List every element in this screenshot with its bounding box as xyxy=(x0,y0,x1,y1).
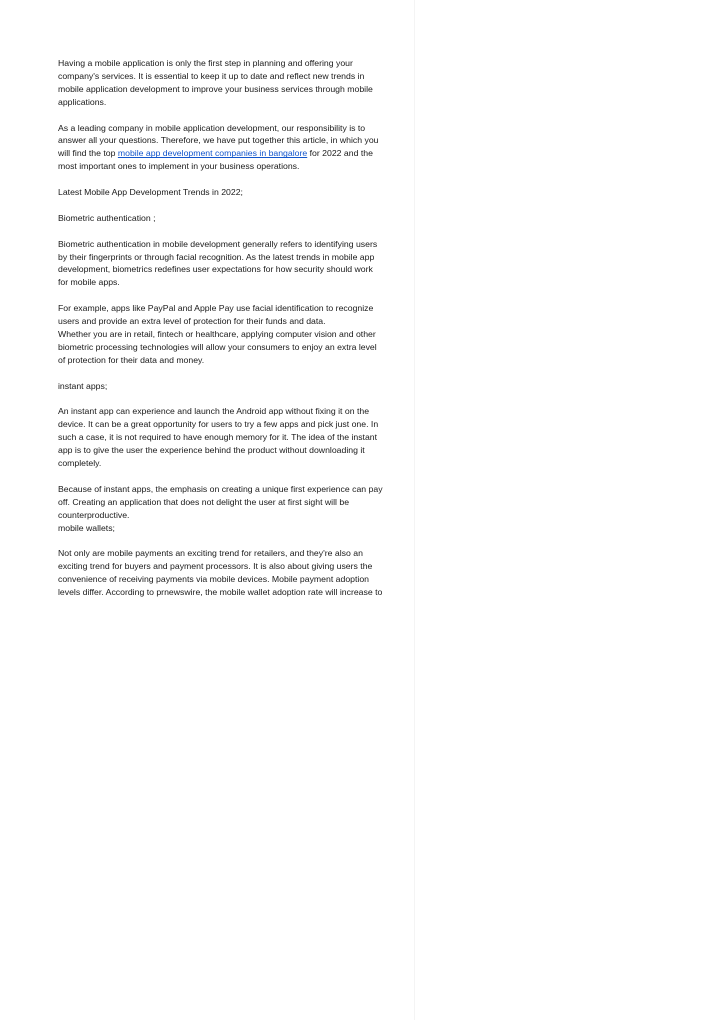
text-line: completely. xyxy=(58,457,102,468)
text-line: app is to give the user the experience behind the product without downloading it xyxy=(58,445,365,456)
text-line: off. Creating an application that does not delight the user at first sight will be xyxy=(58,496,350,507)
trends-heading: Latest Mobile App Development Trends in 2022; xyxy=(58,187,243,198)
text-line: mobile application development to improve your business services through mobile xyxy=(58,83,373,94)
text-line: Whether you are in retail, fintech or healthcare, applying computer vision and other xyxy=(58,328,376,339)
document-body xyxy=(58,57,424,612)
intro-paragraph xyxy=(58,57,424,109)
mobile-wallets-paragraph xyxy=(58,547,424,599)
text-line: convenience of receiving payments via mobile devices. Mobile payment adoption xyxy=(58,574,369,585)
instant-apps-paragraph xyxy=(58,405,424,470)
mobile-app-companies-link[interactable]: mobile app development companies in bangalore xyxy=(117,148,308,159)
text-line: Biometric authentication in mobile development generally refers to identifying users xyxy=(58,238,378,249)
text-line: device. It can be a great opportunity for users to try a few apps and pick just one. In xyxy=(58,419,379,430)
text-line: For example, apps like PayPal and Apple Pay use facial identification to recognize xyxy=(58,303,374,314)
text-line: applications. xyxy=(58,96,107,107)
biometric-paragraph xyxy=(58,238,424,290)
text-line-with-link xyxy=(58,147,424,160)
text-line: An instant app can experience and launch the Android app without fixing it on the xyxy=(58,406,370,417)
text-line: answer all your questions. Therefore, we have put together this article, in which you xyxy=(58,135,379,146)
example-paragraph xyxy=(58,302,424,367)
text-line: by their fingerprints or through facial recognition. As the latest trends in mobile app xyxy=(58,251,375,262)
text-line: levels differ. According to prnewswire, the mobile wallet adoption rate will increase to xyxy=(58,587,383,598)
instant-apps-heading: instant apps; xyxy=(58,380,108,391)
biometric-heading: Biometric authentication ; xyxy=(58,212,156,223)
text-line: company's services. It is essential to keep it up to date and reflect new trends in xyxy=(58,70,365,81)
responsibility-paragraph xyxy=(58,122,424,174)
text-line: most important ones to implement in your business operations. xyxy=(58,161,300,172)
text-line: Not only are mobile payments an exciting trend for retailers, and they're also an xyxy=(58,548,363,559)
text-line: counterproductive. xyxy=(58,509,130,520)
text-line: As a leading company in mobile application development, our responsibility is to xyxy=(58,122,366,133)
text-line: Because of instant apps, the emphasis on creating a unique first experience can pay xyxy=(58,483,383,494)
text-line: development, biometrics redefines user expectations for how security should work xyxy=(58,264,373,275)
text-line: exciting trend for buyers and payment processors. It is also about giving users the xyxy=(58,561,373,572)
text-line: of protection for their data and money. xyxy=(58,354,205,365)
because-paragraph xyxy=(58,483,424,522)
mobile-wallets-heading: mobile wallets; xyxy=(58,522,115,533)
text-line: such a case, it is not required to have enough memory for it. The idea of the instant xyxy=(58,432,378,443)
text-after-link: for 2022 and the xyxy=(307,148,373,159)
text-line: users and provide an extra level of protection for their funds and data. xyxy=(58,316,326,327)
text-line: biometric processing technologies will allow your consumers to enjoy an extra level xyxy=(58,341,377,352)
text-before-link: will find the top xyxy=(58,148,118,159)
text-line: Having a mobile application is only the first step in planning and offering your xyxy=(58,58,353,68)
text-line: for mobile apps. xyxy=(58,277,120,288)
